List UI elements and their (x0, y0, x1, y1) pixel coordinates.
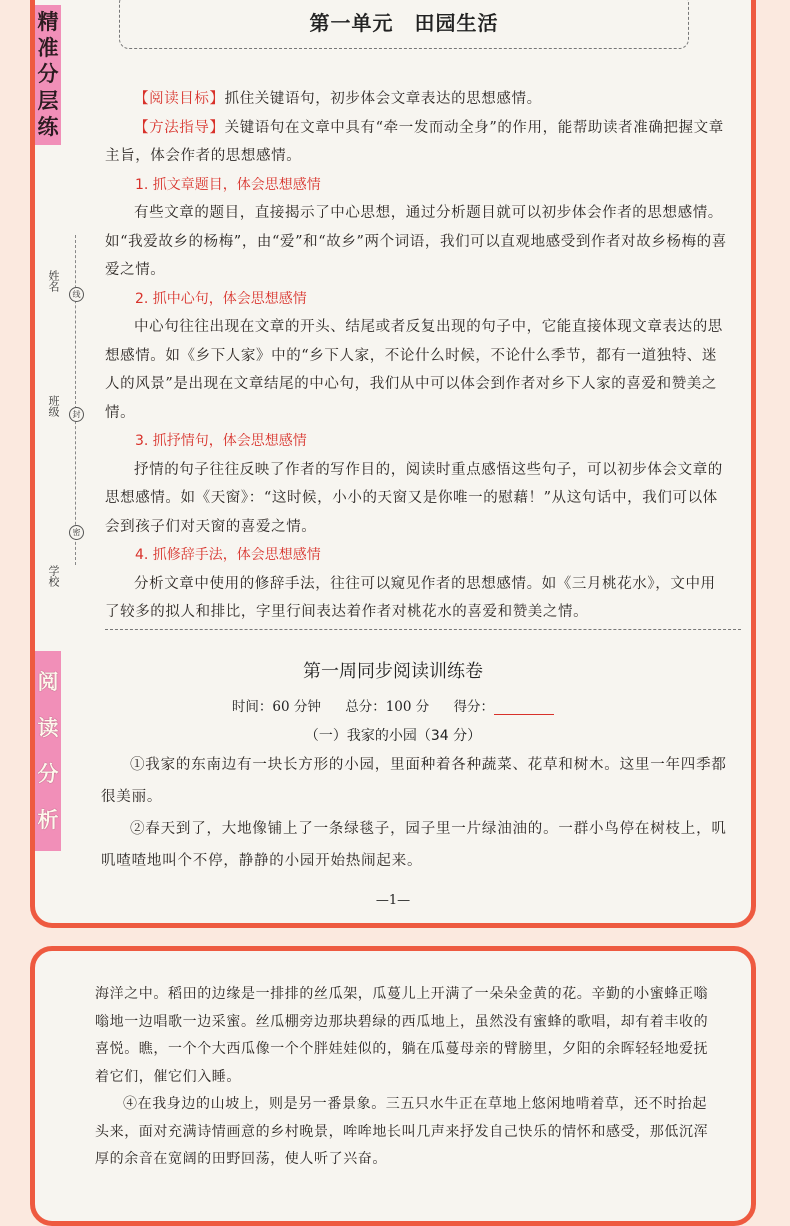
strip-char: 分 (37, 62, 59, 87)
method-heading: 4. 抓修辞手法，体会思想感情 (135, 547, 321, 563)
strip-char: 练 (37, 115, 59, 140)
goal-line (105, 85, 727, 114)
seal-mark: 线 (69, 287, 84, 302)
name-label: 姓名 (47, 270, 60, 292)
strip-char: 分 (37, 761, 59, 786)
school-label: 学校 (47, 565, 60, 587)
passage (101, 749, 737, 877)
paper-title: 第一周同步阅读训练卷 (303, 661, 483, 682)
method-body: 抒情的句子往往反映了作者的写作目的，阅读时重点感悟这些句子，可以初步体会文章的思想感情。如《天窗》：“这时候，小小的天窗又是你唯一的慰藉！”从这句话中，我们可以体会到孩子们对天窗的喜爱之情。 (105, 461, 723, 535)
strip-char: 层 (37, 88, 59, 113)
method-body: 有些文章的题目，直接揭示了中心思想，通过分析题目就可以初步体会作者的思想感情。如“我爱故乡的杨梅”，由“爱”和“故乡”两个词语，我们可以直观地感受到作者对故乡杨梅的喜爱之情。 (105, 205, 727, 278)
method-heading: 2. 抓中心句，体会思想感情 (135, 290, 307, 307)
paper-meta (35, 695, 751, 715)
passage-paragraph: ①我家的东南边有一块长方形的小园，里面种着各种蔬菜、花草和树木。这里一年四季都很美丽。 (101, 757, 727, 805)
fold-line (75, 235, 76, 565)
method-line (105, 114, 727, 171)
seal-mark: 封 (69, 407, 84, 422)
method-tag: 【方法指导】 (134, 119, 225, 136)
strip-char: 阅 (37, 669, 59, 694)
score-field (454, 699, 555, 715)
page-number: —1— (375, 893, 411, 908)
time-limit: 时间：60 分钟 (231, 699, 321, 715)
sidebar-title-strip (35, 5, 61, 145)
unit-title: 第一单元 田园生活 (309, 10, 499, 35)
method-heading: 3. 抓抒情句，体会思想感情 (135, 433, 307, 449)
worksheet-page-2 (30, 946, 756, 1226)
method-body: 中心句往往出现在文章的开头、结尾或者反复出现的句子中，它能直接体现文章表达的思想感情。如《乡下人家》中的“乡下人家，不论什么时候，不论什么季节，都有一道独特、迷人的风景”是出现在文章结尾的中心句，我们从中可以体会到作者对乡下人家的喜爱和赞美之情。 (105, 319, 723, 421)
method-heading: 1. 抓文章题目，体会思想感情 (135, 176, 321, 193)
seal-mark: 密 (69, 525, 84, 540)
score-blank (494, 700, 554, 715)
score-label: 得分： (453, 699, 495, 715)
method-text: 关键语句在文章中具有“牵一发而动全身”的作用，能帮助读者准确把握文章主旨，体会作者的思想感情。 (105, 119, 724, 164)
goal-text: 抓住关键语句，初步体会文章表达的思想感情。 (224, 91, 542, 107)
passage-continued (95, 981, 715, 1174)
strip-char: 析 (37, 807, 59, 832)
section-divider (105, 629, 741, 630)
class-label: 班级 (47, 395, 60, 417)
strip-char: 精 (37, 9, 59, 34)
method-body: 分析文章中使用的修辞手法，往往可以窥见作者的思想感情。如《三月桃花水》，文中用了较多的拟人和排比，字里行间表达着作者对桃花水的喜爱和赞美之情。 (105, 575, 716, 620)
goal-tag: 【阅读目标】 (134, 91, 225, 107)
strip-char: 准 (37, 36, 59, 61)
passage-paragraph: ②春天到了，大地像铺上了一条绿毯子，园子里一片绿油油的。一群小鸟停在树枝上，叽叽喳喳地叫个不停，静静的小园开始热闹起来。 (101, 821, 727, 869)
unit-title-box (119, 0, 689, 49)
passage-paragraph: ④在我身边的山坡上，则是另一番景象。三五只水牛正在草地上悠闲地啃着草，还不时抬起头来，面对充满诗情画意的乡村晚景，哞哞地长叫几声来抒发自己快乐的情怀和感受，那低沉浑厚的余音在宽阔的田野回荡，使人听了兴奋。 (95, 1096, 709, 1167)
total-score: 总分：100 分 (345, 699, 430, 715)
section-title: （一）我家的小园（34 分） (304, 728, 482, 744)
reading-guide (105, 85, 727, 627)
passage-paragraph: 海洋之中。稻田的边缘是一排排的丝瓜架，瓜蔓儿上开满了一朵朵金黄的花。辛勤的小蜜蜂正嗡嗡地一边唱歌一边采蜜。丝瓜棚旁边那块碧绿的西瓜地上，虽然没有蜜蜂的歌唱，却有着丰收的喜悦。瞧，一个个大西瓜像一个个胖娃娃似的，躺在瓜蔓母亲的臂膀里，夕阳的余晖轻轻地爱抚着它们，催它们入睡。 (95, 986, 709, 1085)
strip-char: 读 (37, 715, 59, 740)
worksheet-page-1 (30, 0, 756, 928)
